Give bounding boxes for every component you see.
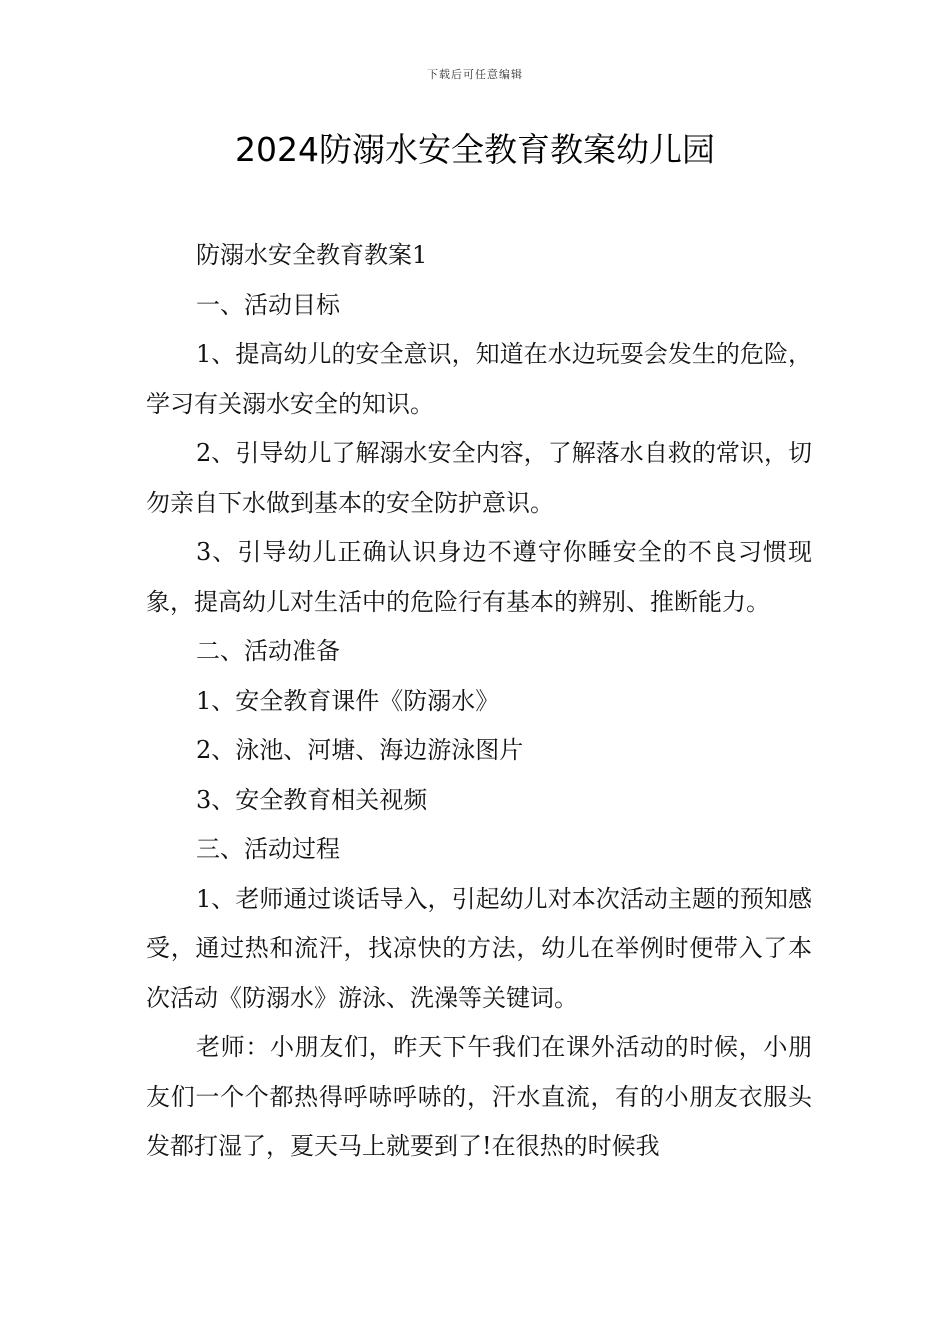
document-body <box>146 231 812 1172</box>
section-heading-process: 三、活动过程 <box>196 835 340 863</box>
goal-item-3: 3、引导幼儿正确认识身边不遵守你睡安全的不良习惯现象，提高幼儿对生活中的危险行有基本的辨别、推断能力。 <box>146 538 812 616</box>
preparation-item-2: 2、泳池、河塘、海边游泳图片 <box>196 736 524 764</box>
preparation-item-1: 1、安全教育课件《防溺水》 <box>196 686 500 715</box>
header-note: 下载后可任意编辑 <box>427 68 523 81</box>
section-heading-preparation: 二、活动准备 <box>196 637 340 665</box>
section-heading-goals: 一、活动目标 <box>196 290 340 319</box>
document-title: 2024防溺水安全教育教案幼儿园 <box>235 130 715 169</box>
process-item-1: 1、老师通过谈话导入，引起幼儿对本次活动主题的预知感受，通过热和流汗，找凉快的方法，幼儿在举例时便带入了本次活动《防溺水》游泳、洗澡等关键词。 <box>146 884 812 1012</box>
goal-item-1: 1、提高幼儿的安全意识，知道在水边玩耍会发生的危险，学习有关溺水安全的知识。 <box>146 340 812 418</box>
preparation-item-3: 3、安全教育相关视频 <box>196 785 428 814</box>
section-heading-lesson-plan: 防溺水安全教育教案1 <box>196 241 428 269</box>
teacher-dialogue: 老师：小朋友们，昨天下午我们在课外活动的时候，小朋友们一个个都热得呼哧呼哧的，汗水直流，有的小朋友衣服头发都打湿了，夏天马上就要到了!在很热的时候我 <box>146 1033 812 1160</box>
goal-item-2: 2、引导幼儿了解溺水安全内容，了解落水自救的常识，切勿亲自下水做到基本的安全防护意识。 <box>146 439 812 517</box>
